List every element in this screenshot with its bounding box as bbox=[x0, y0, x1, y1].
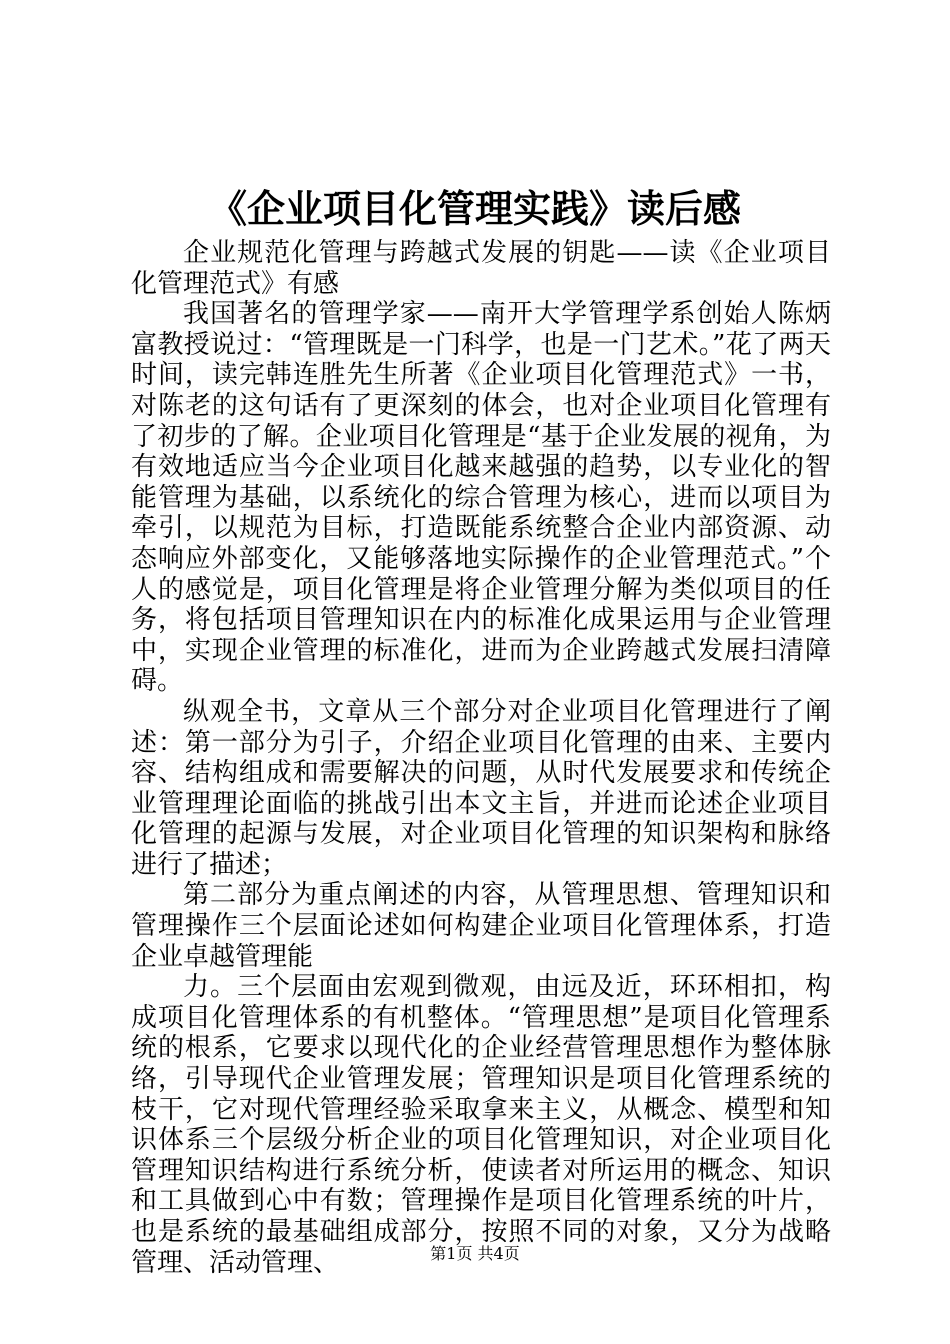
paragraph-part-two: 第二部分为重点阐述的内容，从管理思想、管理知识和管理操作三个层面论述如何构建企业项目化管理体系，打造企业卓越管理能 bbox=[131, 880, 831, 972]
paragraph-intro: 我国著名的管理学家——南开大学管理学系创始人陈炳富教授说过：“管理既是一门科学，也是一门艺术。”花了两天时间，读完韩连胜先生所著《企业项目化管理范式》一书，对陈老的这句话有了更深刻的体会，也对企业项目化管理有了初步的了解。企业项目化管理是“基于企业发展的视角，为有效地适应当今企业项目化越来越强的趋势，以专业化的智能管理为基础，以系统化的综合管理为核心，进而以项目为牵引，以规范为目标，打造既能系统整合企业内部资源、动态响应外部变化，又能够落地实际操作的企业管理范式。”个人的感觉是，项目化管理是将企业管理分解为类似项目的任务，将包括项目管理知识在内的标准化成果运用与企业管理中，实现企业管理的标准化，进而为企业跨越式发展扫清障碍。 bbox=[131, 299, 831, 697]
paragraph-three-levels: 力。三个层面由宏观到微观，由远及近，环环相扣，构成项目化管理体系的有机整体。“管理思想”是项目化管理系统的根系，它要求以现代化的企业经营管理思想作为整体脉络，引导现代企业管理发展；管理知识是项目化管理系统的枝干，它对现代管理经验采取拿来主义，从概念、模型和知识体系三个层级分析企业的项目化管理知识，对企业项目化管理知识结构进行系统分析，使读者对所运用的概念、知识和工具做到心中有数；管理操作是项目化管理系统的叶片，也是系统的最基础组成部分，按照不同的对象，又分为战略管理、活动管理、 bbox=[131, 972, 831, 1278]
document-body bbox=[131, 238, 831, 1278]
paragraph-subtitle: 企业规范化管理与跨越式发展的钥匙——读《企业项目化管理范式》有感 bbox=[131, 238, 831, 299]
paragraph-overview: 纵观全书，文章从三个部分对企业项目化管理进行了阐述：第一部分为引子，介绍企业项目化管理的由来、主要内容、结构组成和需要解决的问题，从时代发展要求和传统企业管理理论面临的挑战引出本文主旨，并进而论述企业项目化管理的起源与发展，对企业项目化管理的知识架构和脉络进行了描述； bbox=[131, 696, 831, 880]
document-title: 《企业项目化管理实践》读后感 bbox=[208, 187, 741, 231]
page-footer: 第1页 共4页 bbox=[430, 1244, 520, 1263]
